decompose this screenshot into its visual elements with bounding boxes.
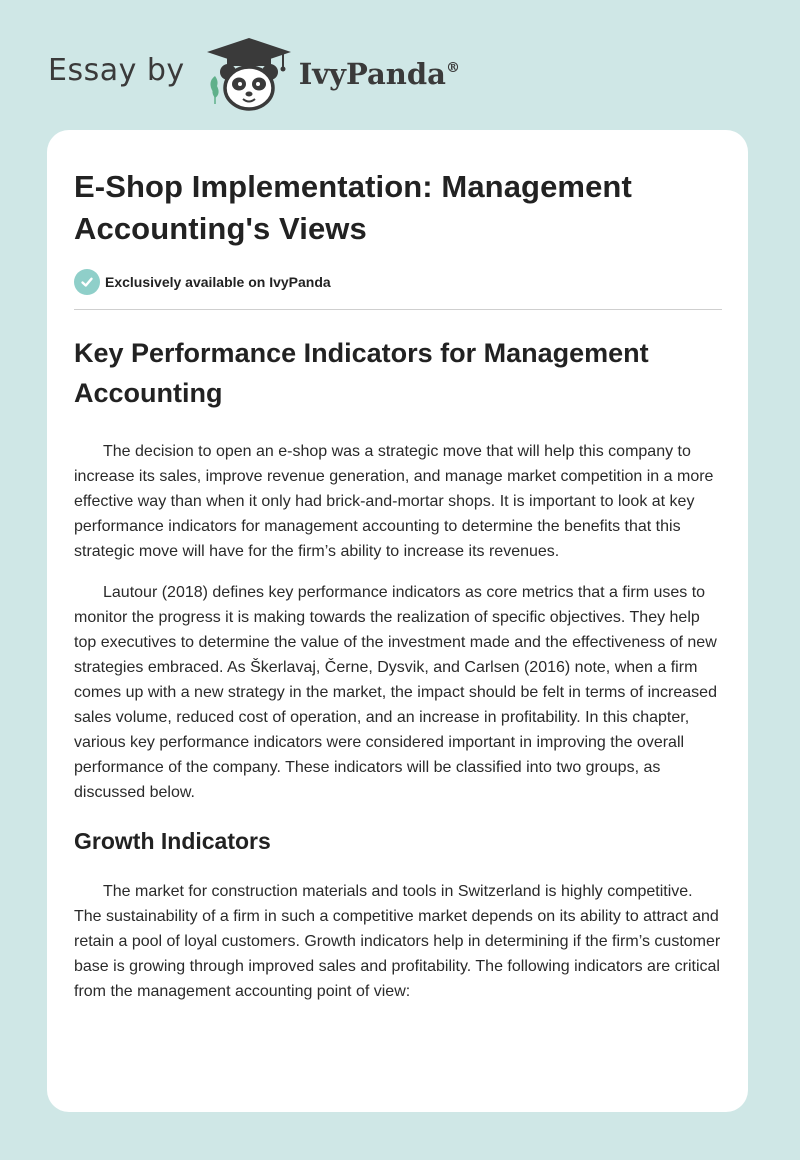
exclusive-badge [74, 268, 722, 296]
sub-heading: Growth Indicators [74, 828, 271, 854]
essay-by-label: Essay by [48, 52, 185, 88]
trademark-symbol: ® [445, 60, 460, 76]
panda-graduate-icon[interactable] [203, 34, 295, 114]
paragraph: The market for construction materials and tools in Switzerland is highly competitive. The sustainability of a firm in such a competitive market depends on its ability to attract and retain a pool of loyal customers. Growth indicators help in determining if the firm’s customer base is growing through improved sales and profitability. The following indicators are critical from the management accounting point of view: [74, 883, 721, 1000]
essay-card [47, 130, 748, 1112]
paragraph: The decision to open an e-shop was a strategic move that will help this company to increase its sales, improve revenue generation, and manage market competition in a more effective way than when it only had brick-and-mortar shops. It is important to look at key performance indicators for management accounting to determine the benefits that this strategic move will have for the firm’s ability to increase its revenues. [74, 443, 714, 560]
brand-name-text: IvyPanda [298, 57, 446, 91]
brand-name[interactable] [299, 57, 460, 91]
divider [74, 309, 722, 310]
badge-text: Exclusively available on IvyPanda [105, 274, 331, 290]
paragraph: Lautour (2018) defines key performance indicators as core metrics that a firm uses to monitor the progress it is making towards the realization of specific objectives. They help top executives to determine the value of the investment made and the effectiveness of new strategies embraced. As Škerlavaj, Černe, Dysvik, and Carlsen (2016) note, when a firm comes up with a new strategy in the market, the impact should be felt in terms of increased sales volume, reduced cost of operation, and an increase in profitability. In this chapter, various key performance indicators were considered important in improving the overall performance of the company. These indicators will be classified into two groups, as discussed below. [74, 584, 717, 801]
check-circle-icon [74, 269, 100, 295]
site-header [48, 34, 460, 114]
section-heading: Key Performance Indicators for Management Accounting [74, 338, 649, 408]
page-title: E-Shop Implementation: Management Accounting's Views [74, 169, 632, 246]
